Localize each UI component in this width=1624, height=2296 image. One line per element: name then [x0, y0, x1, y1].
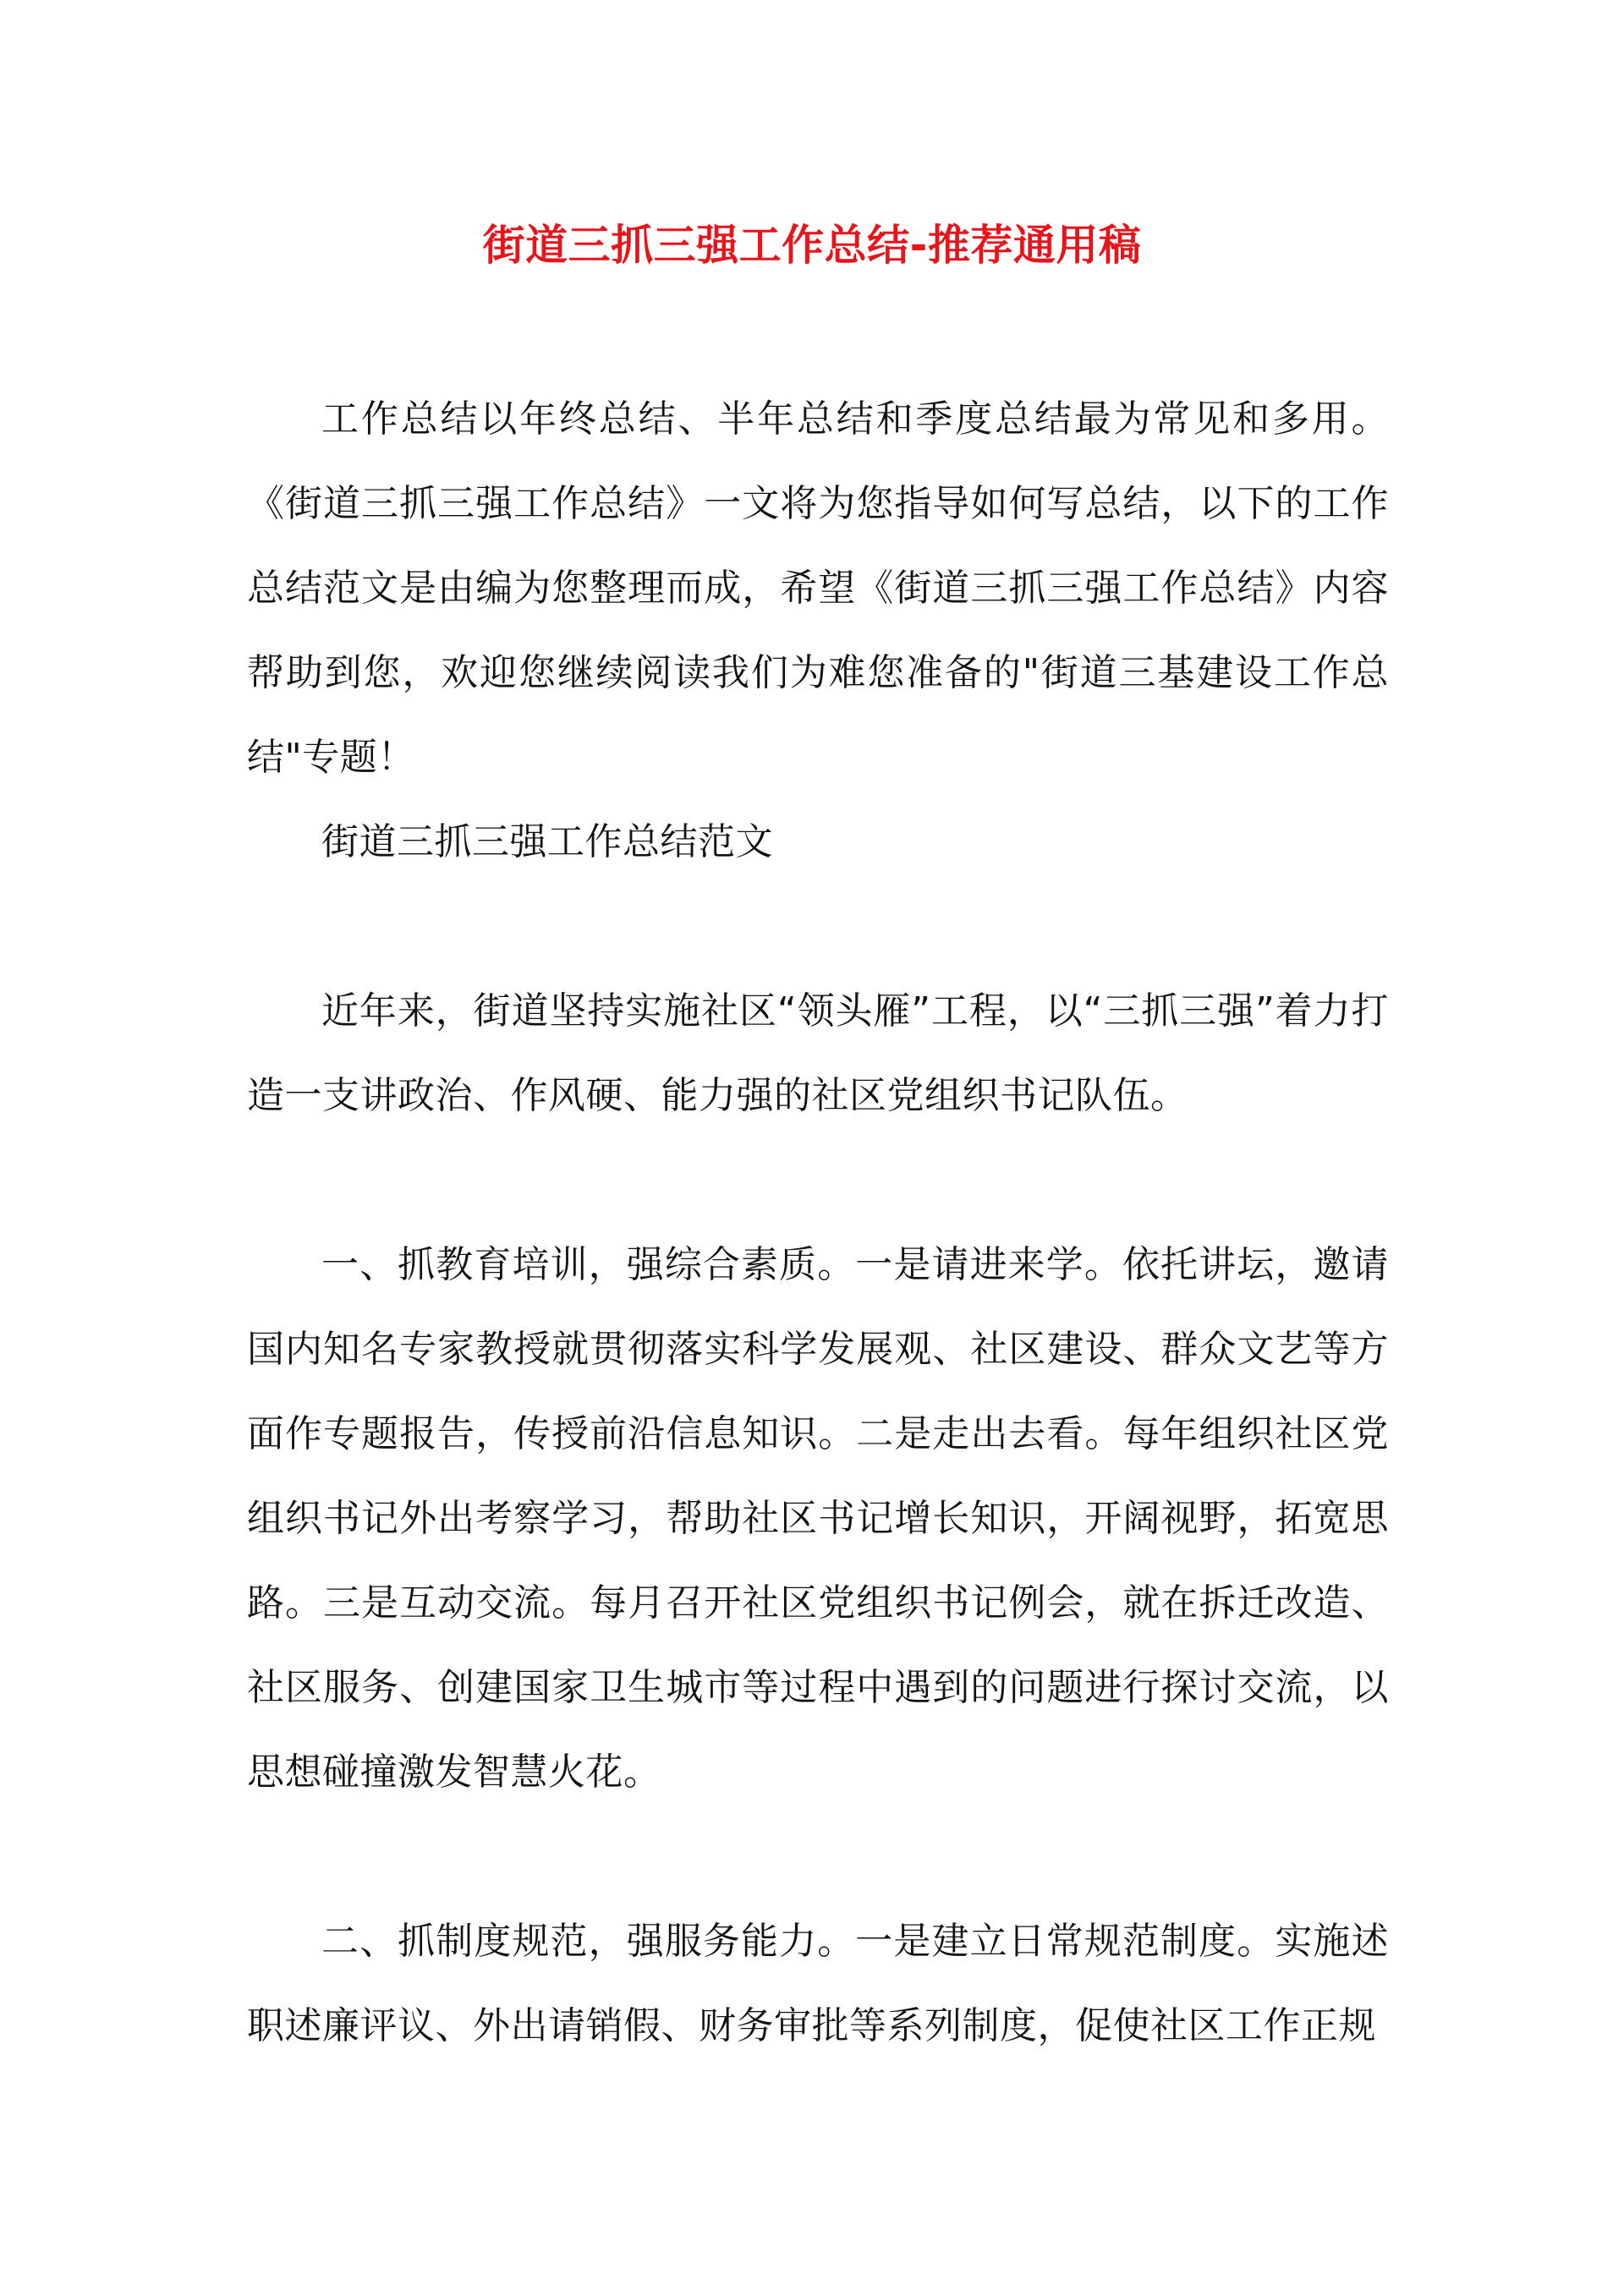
sample-subtitle-text: 街道三抓三强工作总结范文 — [321, 820, 773, 863]
section-one-text: 一、抓教育培训，强综合素质。一是请进来学。依托讲坛，邀请国内知名专家教授就贯彻落实科学发展观、社区建设、群众文艺等方面作专题报告，传授前沿信息知识。二是走出去看。每年组织社区党组织书记外出考察学习，帮助社区书记增长知识，开阔视野，拓宽思路。三是互动交流。每月召开社区党组织书记例会，就在拆迁改造、社区服务、创建国家卫生城市等过程中遇到的问题进行探讨交流，以思想碰撞激发智慧火花。 — [247, 1243, 1389, 1794]
sample-subtitle — [247, 800, 1389, 885]
lead-paragraph-text: 近年来，街道坚持实施社区“领头雁”工程，以“三抓三强”着力打造一支讲政治、作风硬、能力强的社区党组织书记队伍。 — [247, 989, 1389, 1117]
intro-paragraph-text: 工作总结以年终总结、半年总结和季度总结最为常见和多用。《街道三抓三强工作总结》一文将为您指导如何写总结，以下的工作总结范文是由编为您整理而成，希望《街道三抓三强工作总结》内容帮助到您，欢迎您继续阅读我们为难您准备的"街道三基建设工作总结"专题！ — [247, 397, 1389, 779]
section-two-paragraph — [247, 1899, 1389, 2069]
intro-paragraph — [247, 377, 1389, 800]
section-two-text: 二、抓制度规范，强服务能力。一是建立日常规范制度。实施述职述廉评议、外出请销假、财务审批等系列制度，促使社区工作正规 — [247, 1920, 1389, 2047]
section-one-paragraph — [247, 1223, 1389, 1815]
document-title: 街道三抓三强工作总结-推荐通用稿 — [482, 221, 1142, 270]
lead-paragraph — [247, 969, 1389, 1138]
